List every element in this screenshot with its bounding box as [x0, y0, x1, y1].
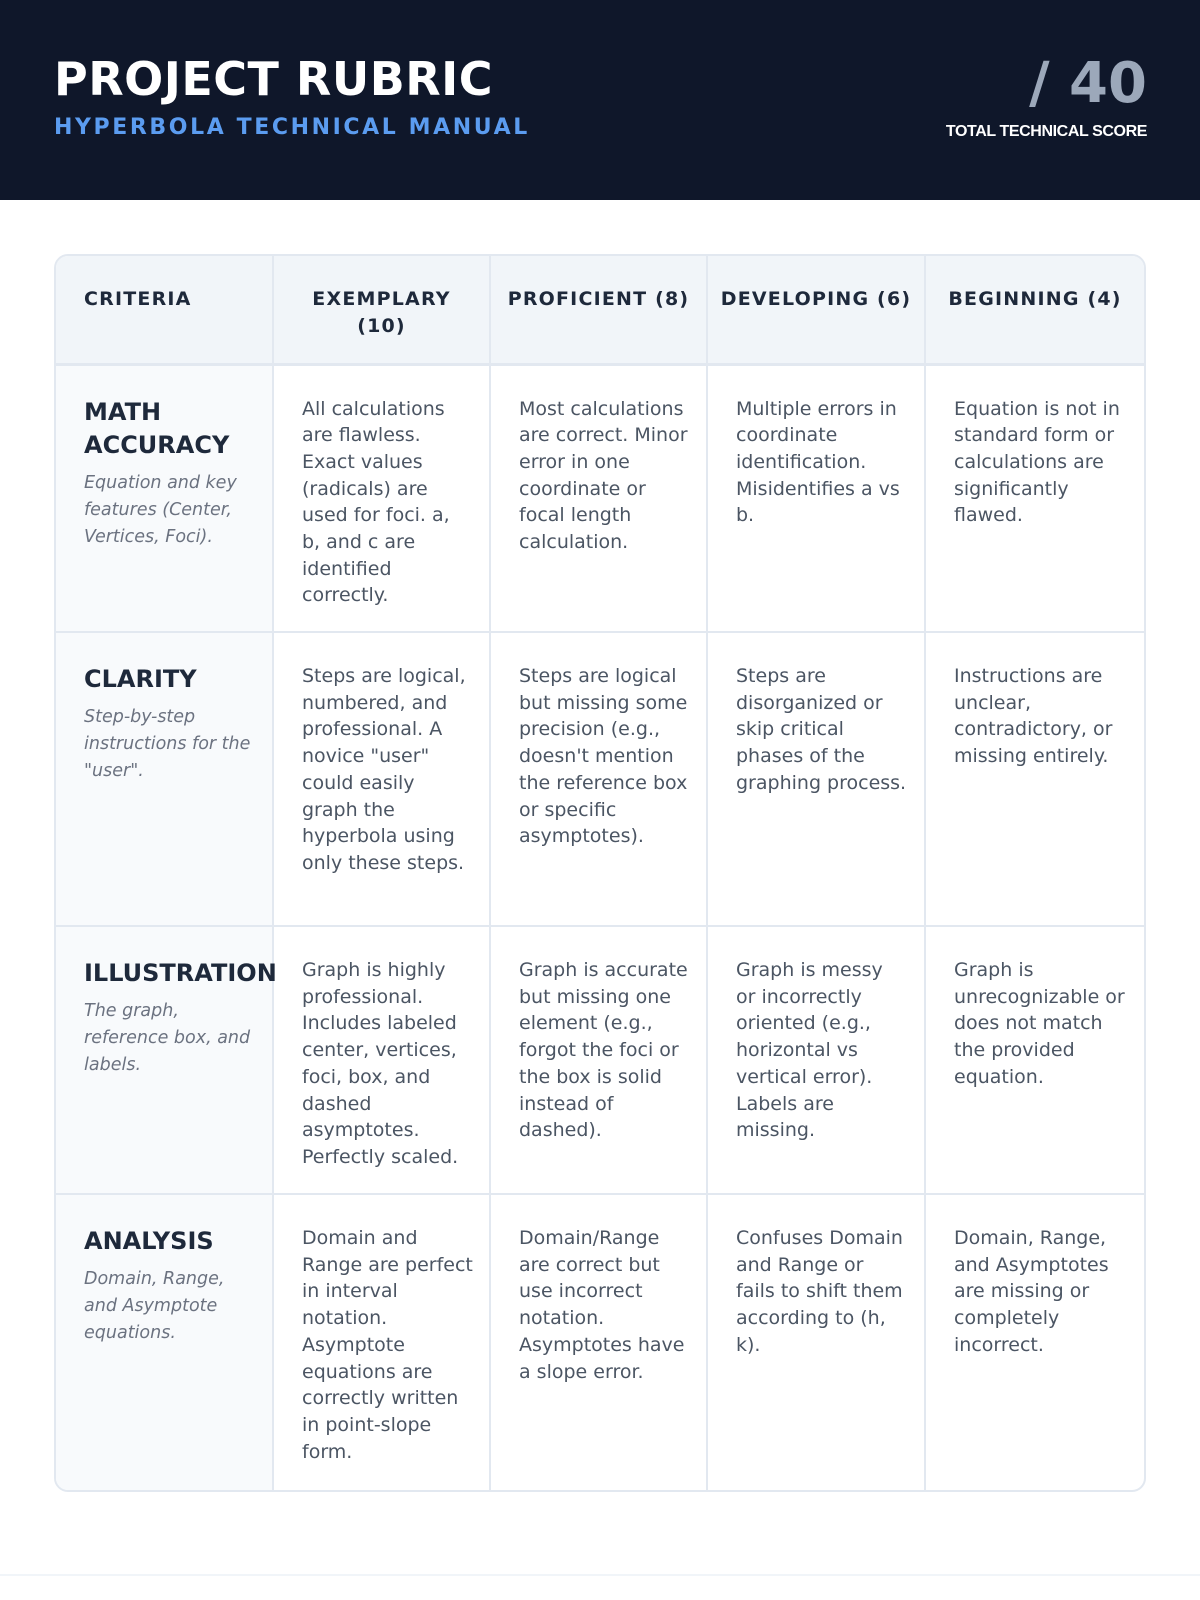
criteria-name: MATH ACCURACY [84, 397, 230, 459]
rubric-cell-proficient: Most calculations are correct. Minor error in one coordinate or focal length calculation. [490, 364, 707, 632]
criteria-cell [56, 1194, 273, 1490]
table-row [56, 1194, 1144, 1490]
table-row [56, 926, 1144, 1194]
rubric-cell-exemplary: Graph is highly professional. Includes labeled center, vertices, foci, box, and dashed asymptotes. Perfectly scaled. [273, 926, 490, 1194]
criteria-name: ILLUSTRATION [84, 959, 277, 987]
column-header-criteria: CRITERIA [56, 256, 273, 364]
table-row [56, 632, 1144, 926]
page-subtitle: HYPERBOLA TECHNICAL MANUAL [54, 115, 530, 140]
rubric-cell-developing: Confuses Domain and Range or fails to shift them according to (h, k). [707, 1194, 925, 1490]
rubric-cell-developing: Multiple errors in coordinate identification. Misidentifies a vs b. [707, 364, 925, 632]
rubric-cell-exemplary: All calculations are flawless. Exact values (radicals) are used for foci. a, b, and c are identified correctly. [273, 364, 490, 632]
rubric-cell-beginning: Instructions are unclear, contradictory, or missing entirely. [925, 632, 1144, 926]
criteria-cell [56, 632, 273, 926]
criteria-description: Domain, Range, and Asymptote equations. [84, 1269, 225, 1343]
total-score: / 40 [1029, 51, 1147, 116]
rubric-cell-proficient: Domain/Range are correct but use incorrect notation. Asymptotes have a slope error. [490, 1194, 707, 1490]
rubric-cell-proficient: Graph is accurate but missing one element (e.g., forgot the foci or the box is solid instead of dashed). [490, 926, 707, 1194]
criteria-cell [56, 926, 277, 1194]
rubric-cell-beginning: Graph is unrecognizable or does not match the provided equation. [925, 926, 1144, 1194]
criteria-description: The graph, reference box, and labels. [84, 1001, 251, 1075]
column-header-beginning: BEGINNING (4) [925, 256, 1144, 364]
criteria-name: CLARITY [84, 665, 197, 693]
page-title: PROJECT RUBRIC [54, 52, 494, 106]
rubric-cell-developing: Graph is messy or incorrectly oriented (e.g., horizontal vs vertical error). Labels are missing. [707, 926, 925, 1194]
criteria-cell [56, 364, 273, 632]
table-header-row [56, 256, 1144, 364]
rubric-cell-exemplary: Steps are logical, numbered, and professional. A novice "user" could easily graph the hyperbola using only these steps. [273, 632, 490, 926]
table-row [56, 364, 1144, 632]
criteria-description: Step-by-step instructions for the "user". [84, 707, 251, 781]
criteria-name: ANALYSIS [84, 1227, 214, 1255]
footer-divider [0, 1574, 1200, 1576]
rubric-cell-developing: Steps are disorganized or skip critical phases of the graphing process. [707, 632, 925, 926]
rubric-cell-proficient: Steps are logical but missing some precision (e.g., doesn't mention the reference box or specific asymptotes). [490, 632, 707, 926]
column-header-proficient: PROFICIENT (8) [490, 256, 707, 364]
column-header-developing: DEVELOPING (6) [707, 256, 925, 364]
column-header-exemplary: EXEMPLARY (10) [273, 256, 490, 364]
criteria-description: Equation and key features (Center, Vertices, Foci). [84, 472, 237, 547]
total-score-label: TOTAL TECHNICAL SCORE [945, 123, 1147, 140]
rubric-cell-exemplary: Domain and Range are perfect in interval notation. Asymptote equations are correctly written in point-slope form. [273, 1194, 490, 1490]
page-header [0, 0, 1200, 200]
rubric-cell-beginning: Domain, Range, and Asymptotes are missing or completely incorrect. [954, 1227, 1109, 1356]
rubric-table [54, 254, 1146, 1492]
rubric-cell-beginning: Equation is not in standard form or calculations are significantly flawed. [925, 364, 1144, 632]
